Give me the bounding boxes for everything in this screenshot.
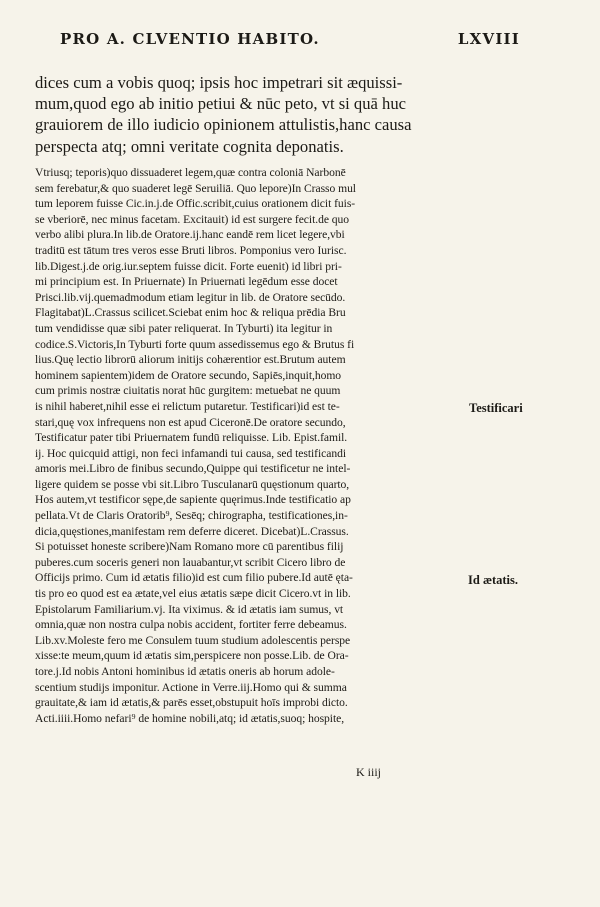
commentary-line: amoris mei.Libro de finibus secundo,Quippe qui testificetur ne intel- — [35, 462, 351, 476]
folio-number: LXVIII — [457, 30, 520, 48]
commentary-line: Lib.xv.Moleste fero me Consulem tuum studium adolescentis perspe — [35, 633, 351, 647]
commentary-line: cum primis nostræ ciuitatis norat hūc gurgitem: metuebat ne quum — [35, 384, 341, 398]
commentary-line: Officijs primo. Cum id ætatis filio)id est cum filio pubere.Id autē ęta- — [35, 571, 353, 585]
lead-line: dices cum a vobis quoq; ipsis hoc impetrari sit æquissi- — [35, 73, 403, 92]
commentary-line: Testificatur pater tibi Priuernatem fundū reliquisse. Lib. Epist.famil. — [35, 431, 348, 445]
commentary-line: Hos autem,vt testificor sępe,de sapiente quęrimus.Inde testificatio ap — [35, 493, 351, 507]
commentary-line: Vtriusq; teporis)quo dissuaderet legem,quæ contra coloniā Narbonē — [35, 166, 346, 179]
commentary-line: traditū est tātum tres veros esse Bruti libros. Pomponius vero Iurisc. — [35, 243, 347, 257]
commentary-line: lib.Digest.j.de orig.iur.septem fuisse dicit. Forte euenit) id libri pri- — [35, 259, 342, 273]
commentary-line: Prisci.lib.vij.quemadmodum etiam legitur in lib. de Oratore secūdo. — [35, 290, 346, 304]
commentary-line: se vberiorē, nec minus facetam. Excitauit) id est surgere fecit.de quo — [35, 212, 350, 226]
commentary-line: tis pro eo quod est ea ætate,vel eius ætatis sæpe dicit Cicero.vt in lib. — [35, 587, 351, 601]
commentary-line: stari,quę vox infrequens non est apud Ciceronē.De oratore secundo, — [35, 415, 346, 429]
commentary-line: grauitate,& iam id ætatis,& parēs esset,obstupuit hoīs improbi dicto. — [35, 696, 348, 710]
commentary-line: Flagitabat)L.Crassus scilicet.Sciebat enim hoc & reliqua prēdia Bru — [35, 306, 346, 320]
commentary-line: ij. Hoc quicquid attigi, non feci infamandi tui causa, sed testificandi — [35, 446, 347, 460]
lead-line: grauiorem de illo iudicio opinionem attulistis,hanc causa — [35, 115, 412, 135]
margin-note-testificari: Testificari — [469, 401, 523, 415]
margin-note-id-aetatis: Id ætatis. — [468, 573, 519, 587]
commentary-line: sem ferebatur,& quo suaderet legē Seruiliā. Quo lepore)In Crasso mul — [35, 181, 356, 195]
commentary-line: Si potuisset honeste scribere)Nam Romano more cū parentibus filij — [35, 540, 344, 554]
commentary-block — [35, 165, 460, 726]
running-title: PRO A. CLVENTIO HABITO. — [60, 30, 320, 48]
commentary-line: tum vendidisse quæ sibi pater reliquerat. In Tyburti) ita legitur in — [35, 321, 333, 335]
lead-text-block — [35, 72, 455, 157]
commentary-line: tum leporem fuisse Cic.in.j.de Offic.scribit,cuius orationem dicit fuis- — [35, 197, 356, 211]
commentary-line: ligere quidem se posse vbi sit.Libro Tusculanarū quęstionum quarto, — [35, 477, 350, 491]
commentary-line: puberes.cum soceris generi non lauabantur,vt scribit Cicero libro de — [35, 555, 346, 569]
commentary-line: xisse:te meum,quum id ætatis sim,perspicere non posse.Lib. de Ora- — [35, 649, 349, 663]
lead-line: perspecta atq; omni veritate cognita deponatis. — [35, 136, 344, 156]
commentary-line: pellata.Vt de Claris Oratorib⁹, Sesēq; chirographa, testificationes,in- — [35, 509, 348, 523]
commentary-line: is nihil haberet,nihil esse ei relictum putaretur. Testificari)id est te- — [35, 399, 340, 413]
commentary-line: omnia,quæ non nostra culpa nobis accident, fortiter ferre debeamus. — [35, 618, 347, 632]
commentary-line: codice.S.Victoris,In Tyburti forte quum assedissemus ego & Brutus fi — [35, 337, 355, 351]
page-header — [60, 30, 520, 48]
commentary-line: tore.j.Id nobis Antoni hominibus id ætatis oneris ab horum adole- — [35, 665, 335, 678]
commentary-line: mi principium est. In Priuernate) In Priuernati legēdum esse docet — [35, 275, 338, 289]
commentary-line: scentium studijs imponitur. Actione in Verre.iij.Homo qui & summa — [35, 680, 347, 694]
signature-mark: K iiij — [356, 765, 382, 779]
commentary-line: dicia,quęstiones,manifestam rem deferre diceret. Dicebat)L.Crassus. — [35, 524, 349, 538]
commentary-line: hominem sapientem)idem de Oratore secundo, Sapiēs,inquit,homo — [35, 368, 342, 382]
commentary-line: Acti.iiii.Homo nefari⁹ de homine nobili,atq; id ætatis,suoq; hospite, — [35, 711, 345, 725]
commentary-line: Epistolarum Familiarium.vj. Ita viximus. & id ætatis iam sumus, vt — [35, 602, 344, 616]
commentary-line: lius.Quę lectio librorū aliorum initijs cohærentior est.Brutum autem — [35, 353, 346, 367]
lead-line: mum,quod ego ab initio petiui & nūc peto, vt si quā huc — [35, 94, 407, 114]
commentary-line: verbo alibi plura.In lib.de Oratore.ij.hanc eandē rem licet legere,vbi — [35, 228, 345, 242]
